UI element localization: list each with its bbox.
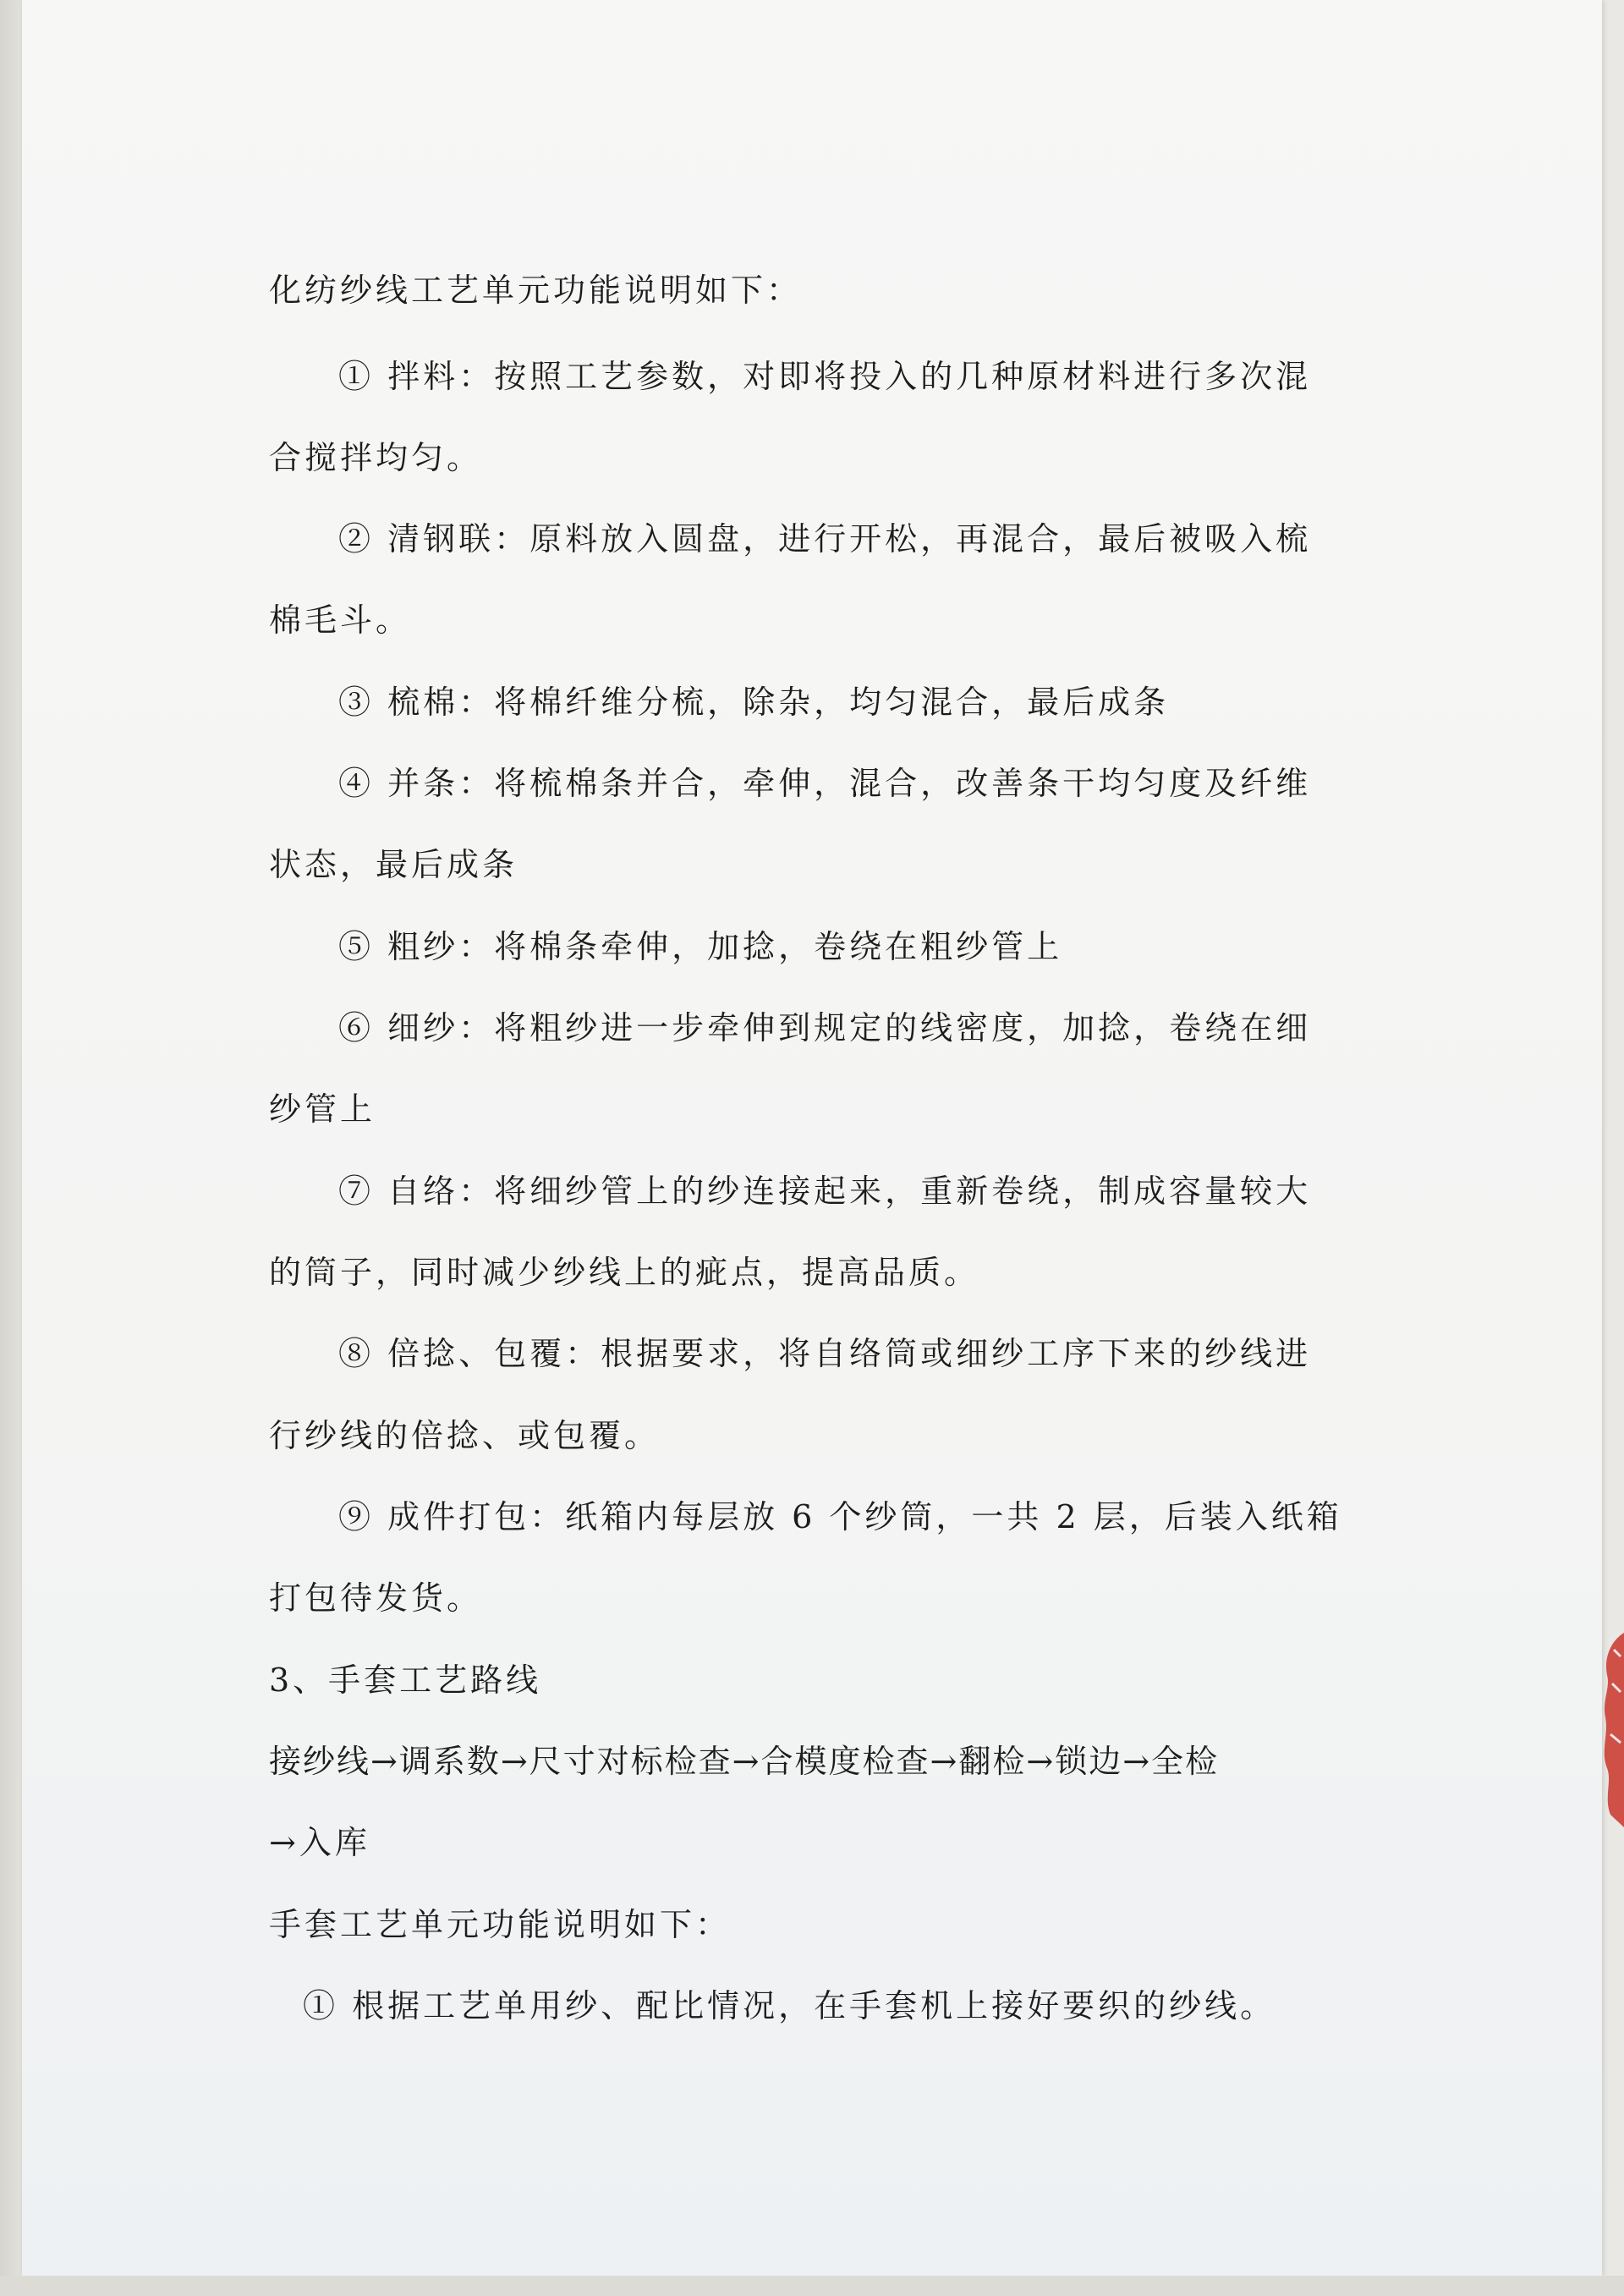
page-bottom-edge (0, 2276, 1624, 2296)
section-intro: 化纺纱线工艺单元功能说明如下： (269, 272, 803, 309)
item-9-line-1: ⑨ 成件打包：纸箱内每层放 6 个纱筒，一共 2 层，后装入纸箱 (338, 1498, 1342, 1535)
item-8-line-2: 行纱线的倍捻、或包覆。 (269, 1417, 661, 1454)
item-5-line-1: ⑤ 粗纱：将棉条牵伸，加捻，卷绕在粗纱管上 (338, 928, 1063, 965)
item-1-line-2: 合搅拌均匀。 (269, 439, 483, 476)
document-page (22, 0, 1602, 2276)
item-9-line-2: 打包待发货。 (269, 1579, 483, 1617)
item-8-line-1: ⑧ 倍捻、包覆：根据要求，将自络筒或细纱工序下来的纱线进 (338, 1335, 1312, 1372)
item-2-line-2: 棉毛斗。 (269, 601, 412, 639)
glove-item-1-line-1: ① 根据工艺单用纱、配比情况，在手套机上接好要织的纱线。 (303, 1987, 1276, 2024)
glove-route-line-1: 接纱线→调系数→尺寸对标检查→合模度检查→翻检→锁边→全检 (269, 1743, 1220, 1780)
glove-route-line-2: →入库 (269, 1824, 370, 1861)
item-6-line-2: 纱管上 (269, 1090, 376, 1128)
item-1-line-1: ① 拌料：按照工艺参数，对即将投入的几种原材料进行多次混 (338, 358, 1312, 395)
item-6-line-1: ⑥ 细纱：将粗纱进一步牵伸到规定的线密度，加捻，卷绕在细 (338, 1009, 1312, 1046)
item-4-line-1: ④ 并条：将梳棉条并合，牵伸，混合，改善条干均匀度及纤维 (338, 765, 1312, 802)
item-3-line-1: ③ 梳棉：将棉纤维分梳，除杂，均匀混合，最后成条 (338, 684, 1170, 721)
red-seal-stamp (1595, 1607, 1624, 1844)
section-heading-glove-route: 3、手套工艺路线 (269, 1662, 542, 1699)
glove-intro: 手套工艺单元功能说明如下： (269, 1906, 732, 1943)
item-4-line-2: 状态，最后成条 (269, 846, 518, 883)
item-2-line-1: ② 清钢联：原料放入圆盘，进行开松，再混合，最后被吸入梳 (338, 520, 1312, 558)
item-7-line-1: ⑦ 自络：将细纱管上的纱连接起来，重新卷绕，制成容量较大 (338, 1173, 1312, 1210)
item-7-line-2: 的筒子，同时减少纱线上的疵点，提高品质。 (269, 1254, 980, 1291)
